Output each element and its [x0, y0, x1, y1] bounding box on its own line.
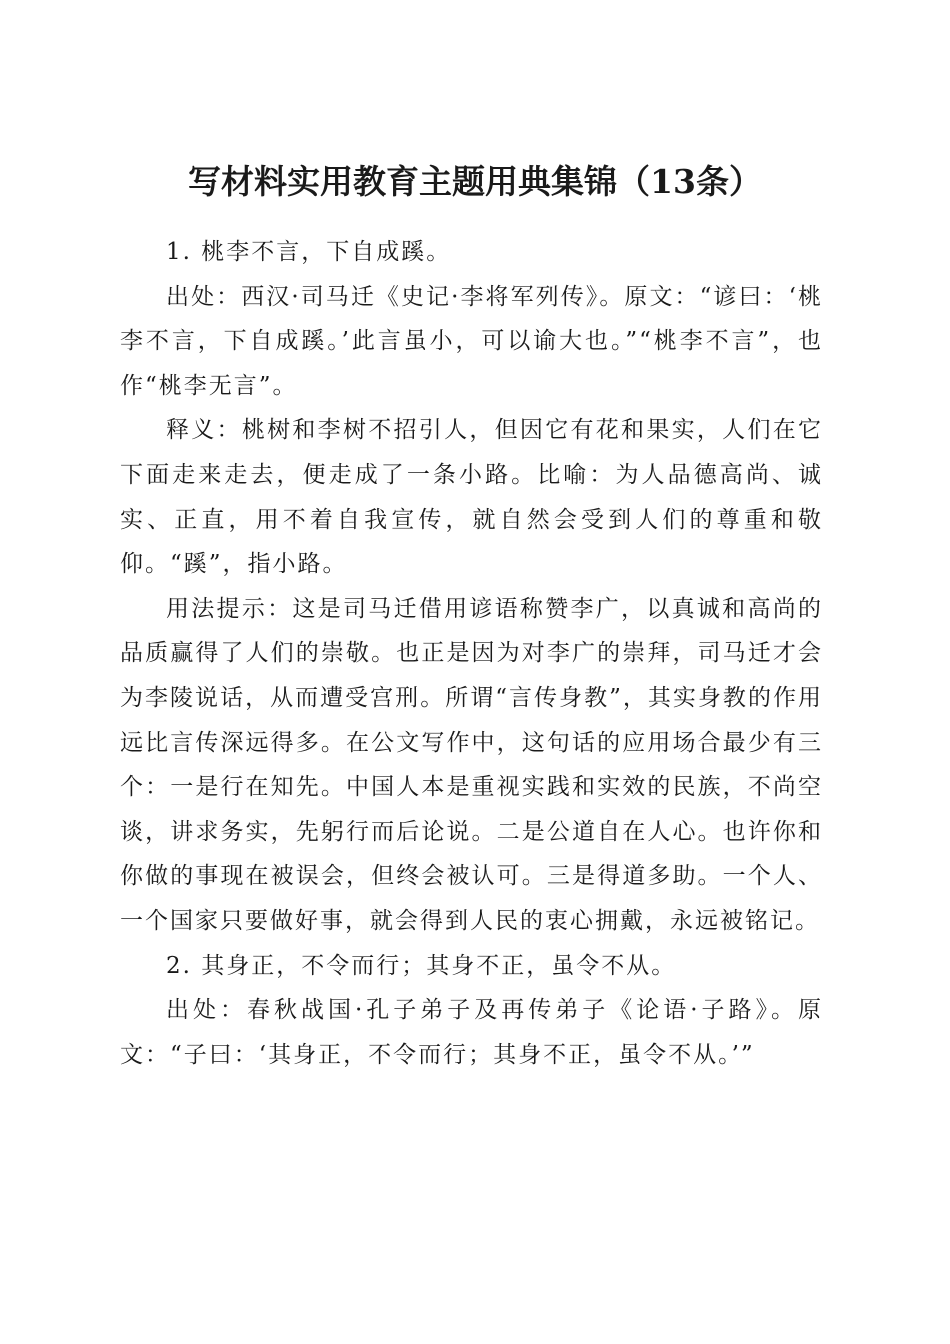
paragraph-item-2-heading: 2. 其身正，不令而行；其身不正，虽令不从。 — [166, 952, 677, 979]
paragraph-source-2: 出处：春秋战国·孔子弟子及再传弟子《论语·子路》。原文：“子曰：‘其身正，不令而行；其身不正，虽令不从。’” — [120, 997, 823, 1068]
paragraph-meaning-1: 释义：桃树和李树不招引人，但因它有花和果实，人们在它下面走来走去，便走成了一条小路。比喻：为人品德高尚、诚实、正直，用不着自我宣传，就自然会受到人们的尊重和敬仰。“蹊”，指小路。 — [120, 417, 823, 578]
document-title: 写材料实用教育主题用典集锦（13条） — [188, 162, 762, 202]
paragraph-usage-1: 用法提示：这是司马迁借用谚语称赞李广，以真诚和高尚的品质赢得了人们的崇敬。也正是因为对李广的崇拜，司马迁才会为李陵说话，从而遭受宫刑。所谓“言传身教”，其实身教的作用远比言传深远得多。在公文写作中，这句话的应用场合最少有三个：一是行在知先。中国人本是重视实践和实效的民族，不尚空谈，讲求务实，先躬行而后论说。二是公道自在人心。也许你和你做的事现在被误会，但终会被认可。三是得道多助。一个人、一个国家只要做好事，就会得到人民的衷心拥戴，永远被铭记。 — [120, 595, 823, 934]
document-body — [120, 230, 823, 1077]
paragraph-source-1: 出处：西汉·司马迁《史记·李将军列传》。原文：“谚曰：‘桃李不言，下自成蹊。’此言虽小，可以谕大也。”“桃李不言”，也作“桃李无言”。 — [120, 283, 823, 399]
paragraph-item-1-heading: 1. 桃李不言，下自成蹊。 — [166, 239, 452, 265]
